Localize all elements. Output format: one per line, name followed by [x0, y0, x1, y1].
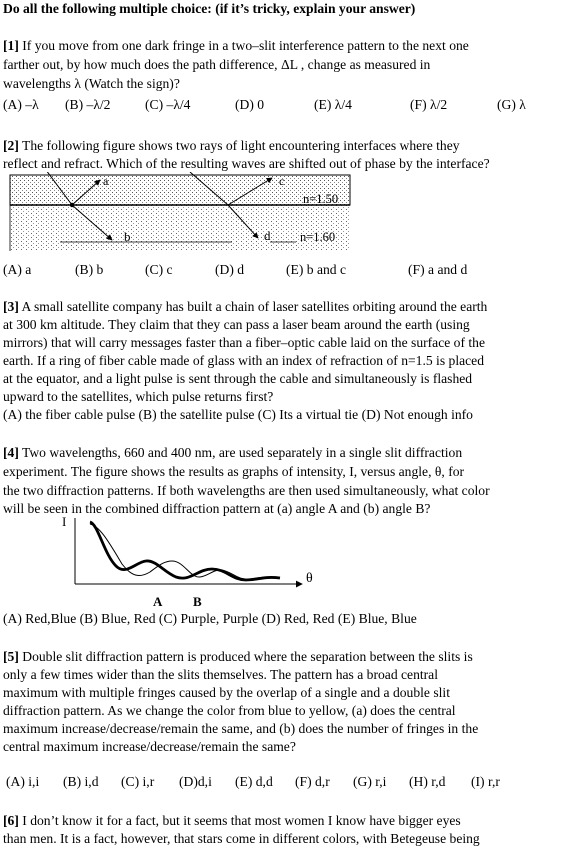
- q3-line-6: upward to the satellites, which pulse returns first?: [3, 389, 274, 404]
- intensity-axis-label: I: [62, 514, 67, 529]
- q1-option-a[interactable]: (A) –λ: [3, 97, 39, 112]
- q1-option-g[interactable]: (G) λ: [497, 97, 526, 112]
- q2-option-d[interactable]: (D) d: [215, 262, 245, 277]
- q5-line-5: maximum increase/decrease/remain the same, and (b) does the number of fringes in the: [3, 721, 479, 736]
- thick-intensity-curve: [90, 522, 280, 580]
- instructions-header: Do all the following multiple choice: (if it’s tricky, explain your answer): [3, 1, 416, 16]
- q4-options[interactable]: (A) Red,Blue (B) Blue, Red (C) Purple, Purple (D) Red, Red (E) Blue, Blue: [3, 611, 417, 626]
- q2-option-f[interactable]: (F) a and d: [408, 262, 468, 277]
- q2-option-a[interactable]: (A) a: [3, 262, 32, 277]
- q3-options[interactable]: (A) the fiber cable pulse (B) the satellite pulse (C) Its a virtual tie (D) Not enough info: [3, 407, 473, 422]
- q5-line-1: [5] Double slit diffraction pattern is produced where the separation between the slits is: [3, 649, 473, 664]
- label-c: c: [279, 174, 285, 188]
- angle-mark-a: A: [153, 594, 163, 609]
- q3-line-3: mirrors) that will carry messages faster than a fiber–optic cable laid on the surface of the: [3, 335, 486, 350]
- q1-line-1: [1] If you move from one dark fringe in a two–slit interference pattern to the next one: [3, 38, 469, 53]
- q1-line-3: wavelengths λ (Watch the sign)?: [3, 76, 180, 91]
- q6-line-2: than men. It is a fact, however, that stars come in different colors, with Betegeuse being: [3, 831, 480, 846]
- q5-line-3: maximum with multiple fringes caused by the overlap of a single and a double slit: [3, 685, 450, 700]
- index-label-n160: n=1.60: [300, 230, 336, 244]
- q2-number: [2]: [3, 138, 19, 153]
- q1-option-e[interactable]: (E) λ/4: [314, 97, 352, 112]
- q5-option-c[interactable]: (C) i,r: [121, 774, 155, 789]
- q1-option-b[interactable]: (B) –λ/2: [65, 97, 111, 112]
- q4-line-1: [4] Two wavelengths, 660 and 400 nm, are used separately in a single slit diffraction: [3, 445, 463, 460]
- q5-line-2: only a few times wider than the slits themselves. The pattern has a broad central: [3, 667, 438, 682]
- q3-line-2: at 300 km altitude. They claim that they can pass a laser beam around the earth (using: [3, 317, 470, 332]
- q5-line-4: diffraction pattern. As we change the color from blue to yellow, (a) does the central: [3, 703, 456, 718]
- q5-line-6: central maximum increase/decrease/remain the same?: [3, 739, 296, 754]
- q3-line-1: [3] A small satellite company has built a chain of laser satellites orbiting around the earth: [3, 299, 488, 314]
- label-d: d: [264, 228, 271, 243]
- thin-intensity-curve: [90, 524, 276, 579]
- q4-line-2: experiment. The figure shows the results as graphs of intensity, I, versus angle, θ, for: [3, 464, 465, 479]
- q5-option-f[interactable]: (F) d,r: [295, 774, 330, 789]
- q1-option-d[interactable]: (D) 0: [235, 97, 265, 112]
- q5-option-a[interactable]: (A) i,i: [6, 774, 40, 789]
- q5-option-d[interactable]: (D)d,i: [179, 774, 212, 789]
- q2-line-1: [2] The following figure shows two rays of light encountering interfaces where they: [3, 138, 460, 153]
- q2-option-e[interactable]: (E) b and c: [286, 262, 347, 277]
- q4-line-4: will be seen in the combined diffraction pattern at (a) angle A and (b) angle B?: [3, 501, 431, 516]
- angle-axis-label: θ: [306, 571, 313, 586]
- medium-layer-bottom: [10, 205, 350, 251]
- q1-number: [1]: [3, 38, 19, 53]
- q6-number: [6]: [3, 813, 19, 828]
- label-a: a: [103, 174, 109, 188]
- q5-option-b[interactable]: (B) i,d: [63, 774, 99, 789]
- q2-interface-figure: [0, 172, 360, 256]
- label-b: b: [124, 229, 131, 244]
- q4-number: [4]: [3, 445, 19, 460]
- index-label-n150: n=1.50: [303, 192, 339, 206]
- q4-intensity-graph: [0, 514, 330, 610]
- q5-option-i[interactable]: (I) r,r: [471, 774, 500, 789]
- q5-number: [5]: [3, 649, 19, 664]
- q6-line-1: [6] I don’t know it for a fact, but it seems that most women I know have bigger eyes: [3, 813, 461, 828]
- q4-line-3: the two diffraction patterns. If both wavelengths are then used simultaneously, what color: [3, 483, 490, 498]
- q5-option-g[interactable]: (G) r,i: [353, 774, 387, 789]
- q5-option-h[interactable]: (H) r,d: [409, 774, 446, 789]
- q2-line-2: reflect and refract. Which of the resulting waves are shifted out of phase by the interface?: [3, 156, 490, 171]
- q3-number: [3]: [3, 299, 19, 314]
- q1-option-f[interactable]: (F) λ/2: [410, 97, 448, 112]
- q1-option-c[interactable]: (C) –λ/4: [145, 97, 191, 112]
- angle-mark-b: B: [193, 594, 202, 609]
- q3-line-5: at the equator, and a light pulse is sent through the cable and simultaneously is flashed: [3, 371, 473, 386]
- q2-option-c[interactable]: (C) c: [145, 262, 173, 277]
- q5-option-e[interactable]: (E) d,d: [235, 774, 273, 789]
- q3-line-4: earth. If a ring of fiber cable made of glass with an index of refraction of n=1.5 is placed: [3, 353, 484, 368]
- q1-line-2: farther out, by how much does the path difference, ΔL , change as measured in: [3, 57, 431, 72]
- q2-option-b[interactable]: (B) b: [75, 262, 104, 277]
